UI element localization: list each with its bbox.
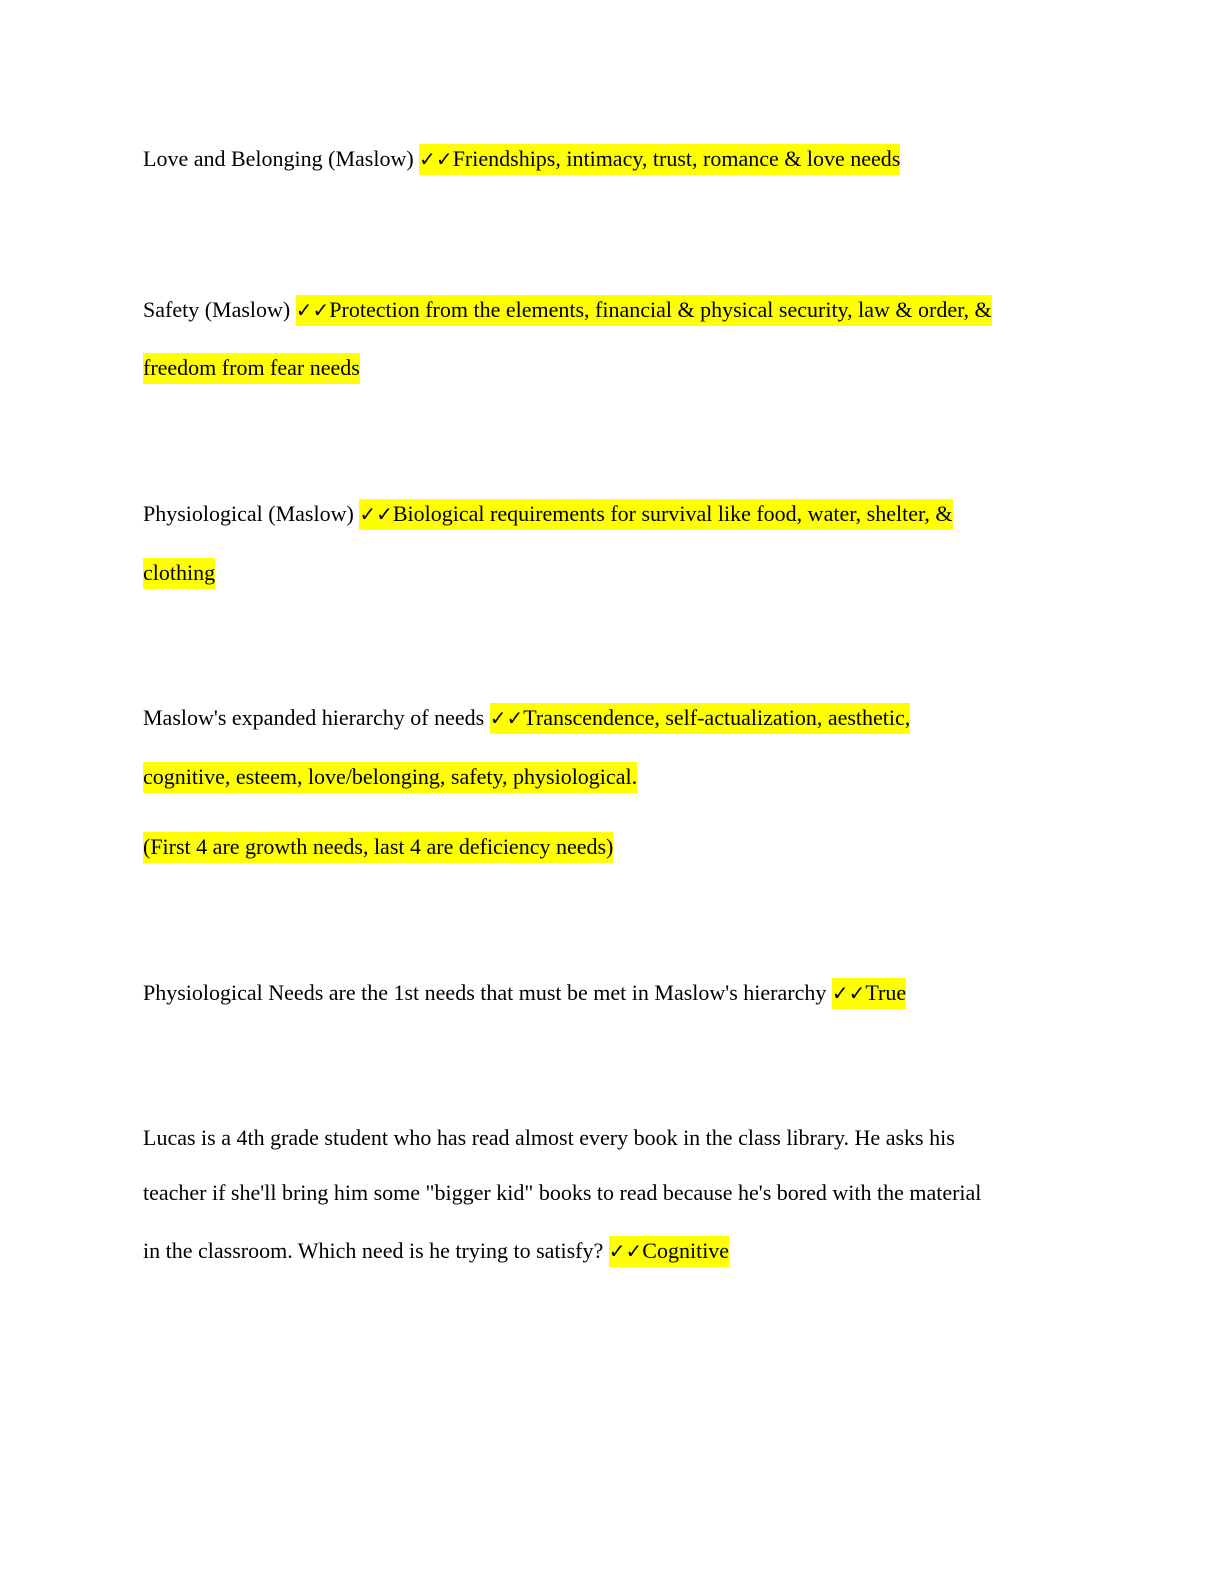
card-line xyxy=(143,1123,955,1153)
question-text: Maslow's expanded hierarchy of needs xyxy=(143,705,485,730)
answer-text: Friendships, intimacy, trust, romance & love needs xyxy=(452,146,901,171)
answer-highlight xyxy=(143,832,613,863)
answer-highlight xyxy=(143,558,215,589)
card-line xyxy=(143,1236,729,1266)
answer-text: freedom from fear needs xyxy=(143,355,360,380)
answer-text: Transcendence, self-actualization, aesthetic, xyxy=(523,705,911,730)
card-line xyxy=(143,144,900,174)
answer-text: Protection from the elements, financial & physical security, law & order, & xyxy=(329,297,992,322)
check-icon: ✓✓ xyxy=(831,981,866,1005)
card-line xyxy=(143,832,613,862)
card-line xyxy=(143,1178,981,1208)
question-text: in the classroom. Which need is he trying to satisfy? xyxy=(143,1238,604,1263)
card-line xyxy=(143,978,906,1008)
check-icon: ✓✓ xyxy=(359,502,393,526)
answer-highlight xyxy=(359,499,952,530)
answer-highlight xyxy=(143,353,360,384)
question-text: Lucas is a 4th grade student who has read almost every book in the class library. He asks his xyxy=(143,1125,955,1150)
answer-highlight xyxy=(490,703,911,734)
answer-highlight xyxy=(296,295,992,326)
check-icon: ✓✓ xyxy=(419,147,453,171)
answer-highlight xyxy=(832,978,906,1009)
check-icon: ✓✓ xyxy=(295,298,330,322)
card-line xyxy=(143,353,360,383)
check-icon: ✓✓ xyxy=(489,706,524,730)
question-text: Physiological (Maslow) xyxy=(143,501,354,526)
card-line xyxy=(143,703,910,733)
answer-text: Biological requirements for survival like food, water, shelter, & xyxy=(392,501,953,526)
question-text: Love and Belonging (Maslow) xyxy=(143,146,414,171)
card-line xyxy=(143,295,992,325)
check-icon: ✓✓ xyxy=(608,1239,643,1263)
question-text: teacher if she'll bring him some "bigger kid" books to read because he's bored with the material xyxy=(143,1180,982,1205)
answer-highlight xyxy=(143,762,637,793)
card-line xyxy=(143,558,215,588)
answer-text: Cognitive xyxy=(642,1238,730,1263)
answer-text: True xyxy=(865,980,907,1005)
answer-text: cognitive, esteem, love/belonging, safety, physiological. xyxy=(143,764,638,789)
question-text: Safety (Maslow) xyxy=(143,297,291,322)
card-line xyxy=(143,762,637,792)
answer-text: (First 4 are growth needs, last 4 are deficiency needs) xyxy=(143,834,614,859)
card-line xyxy=(143,499,953,529)
question-text: Physiological Needs are the 1st needs that must be met in Maslow's hierarchy xyxy=(143,980,827,1005)
answer-highlight xyxy=(609,1236,729,1267)
answer-highlight xyxy=(419,144,900,175)
answer-text: clothing xyxy=(143,560,216,585)
